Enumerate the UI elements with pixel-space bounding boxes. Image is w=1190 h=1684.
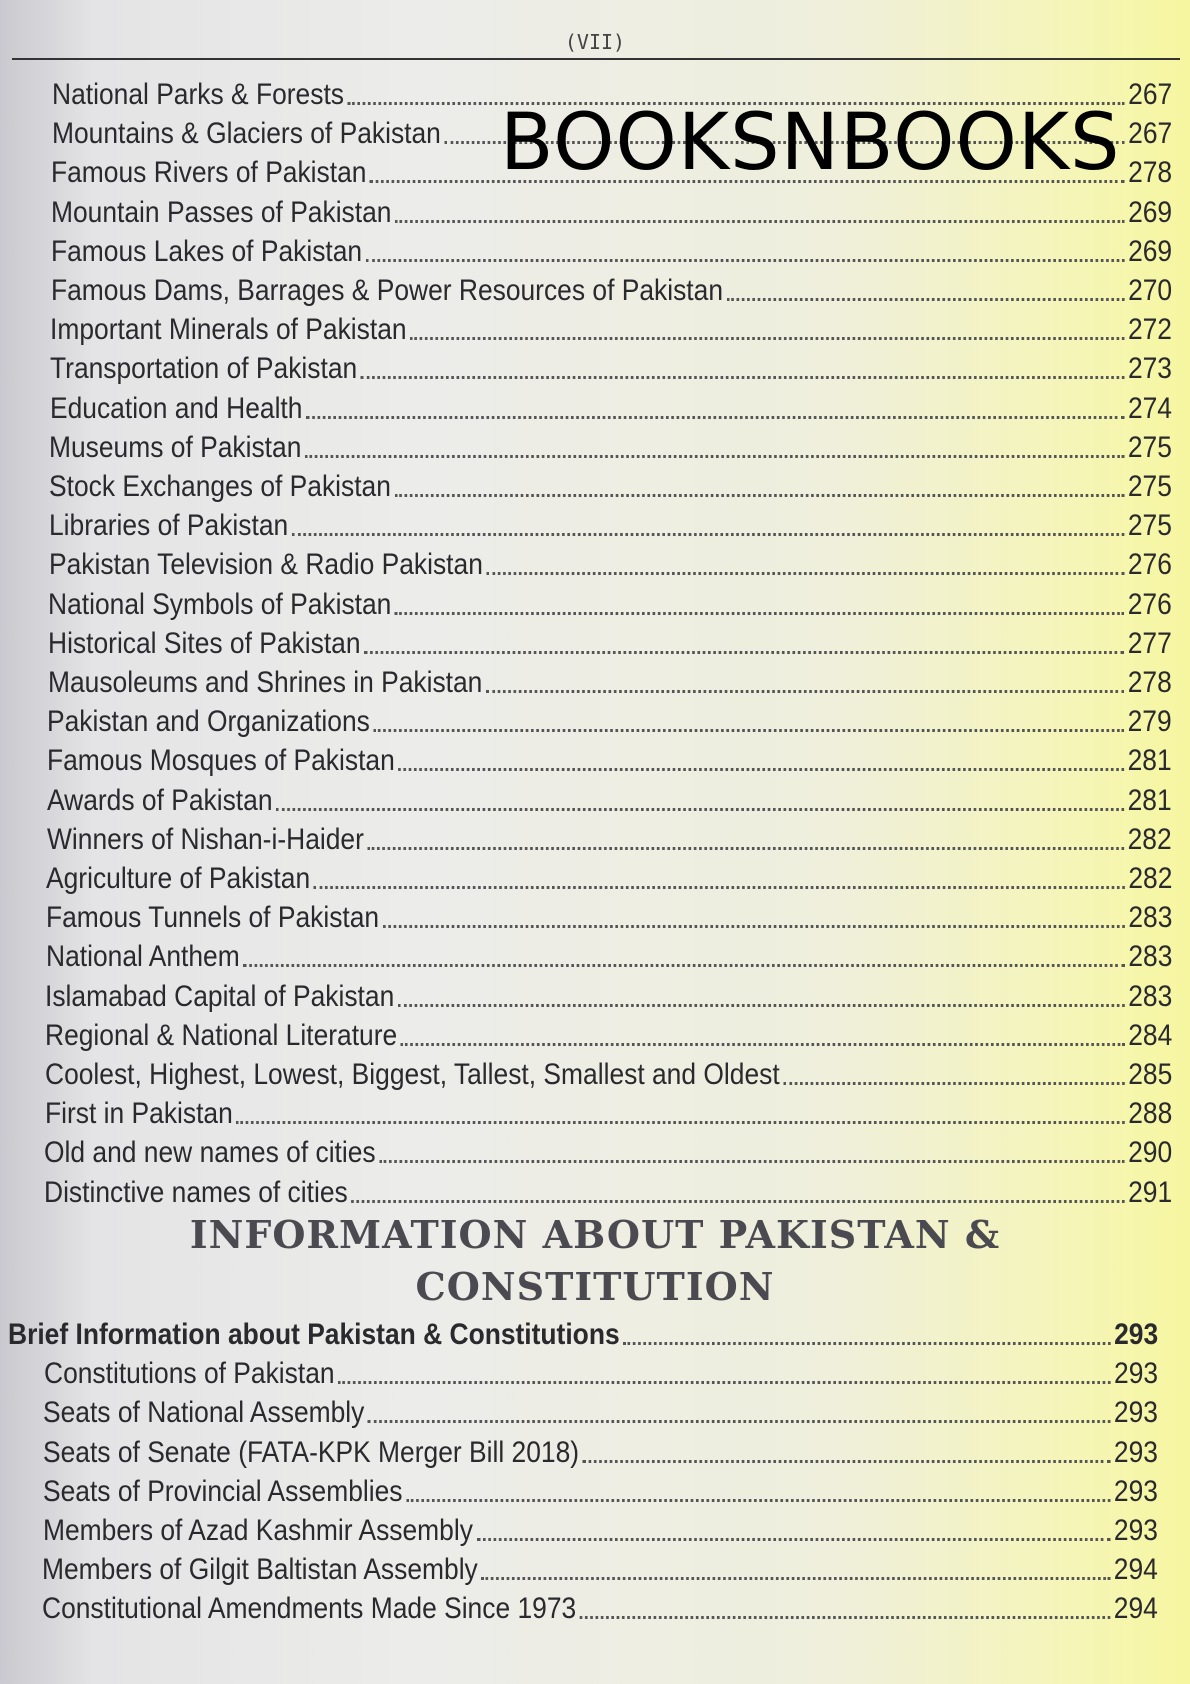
toc-entry	[46, 860, 1172, 898]
toc-entry-page: 293	[1113, 1475, 1158, 1508]
dot-leader	[373, 729, 1124, 732]
toc-entry-title: Old and new names of cities	[44, 1136, 376, 1169]
toc-entry	[49, 546, 1172, 584]
toc-entry-title: Awards of Pakistan	[47, 784, 273, 817]
toc-entry	[45, 1017, 1172, 1055]
dot-leader	[486, 572, 1124, 575]
dot-leader	[276, 808, 1124, 811]
toc-entry-page: 294	[1113, 1553, 1158, 1586]
dot-leader	[476, 1538, 1110, 1541]
toc-entry-title: Pakistan and Organizations	[47, 705, 370, 738]
toc-entry-page: 270	[1128, 274, 1173, 307]
toc-entry-title: Mountain Passes of Pakistan	[51, 196, 392, 229]
toc-entry-page: 293	[1113, 1396, 1158, 1429]
toc-entry	[48, 664, 1172, 702]
toc-entry-page: 267	[1128, 78, 1173, 111]
header-rule	[12, 58, 1180, 60]
dot-leader	[364, 651, 1124, 654]
dot-leader	[583, 1460, 1111, 1463]
toc-entry-page: 281	[1127, 744, 1172, 777]
toc-entry-page: 274	[1127, 392, 1172, 425]
toc-entry-page: 275	[1127, 470, 1172, 503]
dot-leader	[398, 1004, 1125, 1007]
toc-entry-page: 278	[1127, 666, 1172, 699]
toc-entry-title: Famous Tunnels of Pakistan	[46, 901, 380, 934]
toc-entry-title: Seats of National Assembly	[43, 1396, 365, 1429]
toc-entry	[47, 821, 1172, 859]
section-heading-line2: CONSTITUTION	[415, 1264, 775, 1309]
dot-leader	[394, 494, 1124, 497]
watermark: BOOKSNBOOKS	[500, 98, 1121, 188]
toc-entry	[49, 429, 1172, 467]
toc-entry-page: 294	[1113, 1592, 1158, 1625]
toc-entry-title: Stock Exchanges of Pakistan	[49, 470, 391, 503]
toc-entry-title: Famous Mosques of Pakistan	[47, 744, 395, 777]
toc-entry	[43, 1473, 1158, 1511]
dot-leader	[623, 1342, 1110, 1345]
toc-entry-title: Museums of Pakistan	[49, 431, 302, 464]
toc-entry	[47, 782, 1172, 820]
toc-entry-page: 284	[1128, 1019, 1173, 1052]
toc-entry-page: 290	[1128, 1136, 1173, 1169]
toc-entry-title: Winners of Nishan-i-Haider	[47, 823, 364, 856]
toc-entry-title: Famous Rivers of Pakistan	[51, 156, 367, 189]
dot-leader	[379, 1160, 1124, 1163]
dot-leader	[314, 886, 1125, 889]
toc-entry-title: National Anthem	[46, 940, 240, 973]
toc-entry-page: 276	[1127, 548, 1172, 581]
toc-entry	[50, 390, 1172, 428]
dot-leader	[236, 1121, 1124, 1124]
toc-entry-page: 282	[1127, 823, 1172, 856]
dot-leader	[366, 259, 1125, 262]
toc-entry-page: 282	[1128, 862, 1173, 895]
toc-entry-title: Historical Sites of Pakistan	[48, 627, 361, 660]
dot-leader	[338, 1381, 1110, 1384]
toc-entry-title: Famous Dams, Barrages & Power Resources of Pakistan	[51, 274, 724, 307]
dot-leader	[243, 964, 1125, 967]
toc-entry-title: Islamabad Capital of Pakistan	[45, 980, 395, 1013]
dot-leader	[368, 1420, 1111, 1423]
toc-entry-title: Constitutions of Pakistan	[44, 1357, 335, 1390]
toc-entry-title: Pakistan Television & Radio Pakistan	[49, 548, 483, 581]
toc-entry-title: Agriculture of Pakistan	[46, 862, 311, 895]
dot-leader	[351, 1200, 1124, 1203]
dot-leader	[580, 1616, 1111, 1619]
toc-entry	[47, 703, 1172, 741]
toc-entry	[45, 978, 1172, 1016]
section-heading-line1: INFORMATION ABOUT PAKISTAN &	[189, 1212, 1001, 1257]
toc-entry-title: Mountains & Glaciers of Pakistan	[52, 117, 441, 150]
toc-entry-page: 272	[1127, 313, 1172, 346]
toc-entry	[44, 1174, 1172, 1212]
dot-leader	[292, 533, 1125, 536]
toc-entry-title: Important Minerals of Pakistan	[50, 313, 407, 346]
toc-entry	[44, 1355, 1158, 1393]
toc-entry	[45, 1095, 1172, 1133]
toc-entry-title: First in Pakistan	[45, 1097, 233, 1130]
toc-entry	[43, 1434, 1158, 1472]
toc-entry-page: 285	[1128, 1058, 1173, 1091]
toc-entry	[51, 233, 1172, 271]
toc-entry-page: 275	[1127, 431, 1172, 464]
dot-leader	[410, 337, 1124, 340]
toc-entry-title: Members of Gilgit Baltistan Assembly	[42, 1553, 478, 1586]
toc-entry	[45, 1056, 1172, 1094]
dot-leader	[361, 376, 1125, 379]
toc-entry-title: National Parks & Forests	[52, 78, 344, 111]
toc-entry-page: 277	[1127, 627, 1172, 660]
toc-entry-page: 281	[1127, 784, 1172, 817]
toc-entry-page: 283	[1128, 940, 1173, 973]
toc-entry-page: 293	[1114, 1318, 1159, 1351]
toc-entry	[48, 586, 1172, 624]
toc-entry-title: Brief Information about Pakistan & Constitutions	[8, 1318, 620, 1351]
page-number: (VII)	[564, 30, 626, 54]
toc-entry-title: Coolest, Highest, Lowest, Biggest, Tallest, Smallest and Oldest	[45, 1058, 780, 1091]
toc-entry-page: 293	[1113, 1514, 1158, 1547]
toc-entry-page: 273	[1127, 352, 1172, 385]
toc-entry	[51, 194, 1172, 232]
toc-entry	[46, 899, 1172, 937]
toc-entry-page: 278	[1128, 156, 1173, 189]
toc-entry-page: 293	[1113, 1436, 1158, 1469]
dot-leader	[383, 925, 1125, 928]
toc-entry-title: Seats of Provincial Assemblies	[43, 1475, 403, 1508]
toc-entry-title: Education and Health	[50, 392, 303, 425]
toc-entry	[42, 1551, 1158, 1589]
toc-entry-title: Constitutional Amendments Made Since 1973	[42, 1592, 577, 1625]
toc-entry-page: 275	[1127, 509, 1172, 542]
toc-entry-title: Distinctive names of cities	[44, 1176, 348, 1209]
dot-leader	[395, 220, 1125, 223]
dot-leader	[727, 298, 1125, 301]
toc-entry	[8, 1316, 1158, 1354]
toc-entry-page: 269	[1128, 235, 1173, 268]
toc-entry-title: Libraries of Pakistan	[49, 509, 289, 542]
toc-entry-page: 283	[1128, 980, 1173, 1013]
toc-entry	[50, 311, 1172, 349]
toc-entry	[51, 272, 1172, 310]
toc-entry	[49, 468, 1172, 506]
toc-entry-title: Seats of Senate (FATA-KPK Merger Bill 2018)	[43, 1436, 580, 1469]
dot-leader	[398, 768, 1124, 771]
toc-entry-title: Regional & National Literature	[45, 1019, 398, 1052]
toc-entry-page: 269	[1128, 196, 1173, 229]
toc-entry-title: Mausoleums and Shrines in Pakistan	[48, 666, 483, 699]
dot-leader	[481, 1577, 1110, 1580]
toc-entry-title: Famous Lakes of Pakistan	[51, 235, 363, 268]
toc-entry	[44, 1134, 1172, 1172]
dot-leader	[486, 690, 1124, 693]
toc-entry-page: 279	[1127, 705, 1172, 738]
dot-leader	[406, 1499, 1110, 1502]
toc-entry-page: 291	[1128, 1176, 1173, 1209]
toc-entry	[47, 742, 1172, 780]
toc-entry-page: 288	[1128, 1097, 1173, 1130]
dot-leader	[783, 1082, 1125, 1085]
toc-entry-title: Members of Azad Kashmir Assembly	[43, 1514, 473, 1547]
toc-entry	[43, 1512, 1158, 1550]
dot-leader	[305, 455, 1124, 458]
dot-leader	[306, 416, 1124, 419]
toc-entry	[43, 1394, 1158, 1432]
toc-entry-page: 267	[1128, 117, 1173, 150]
toc-entry-title: National Symbols of Pakistan	[48, 588, 392, 621]
toc-entry	[46, 938, 1172, 976]
toc-entry	[48, 625, 1172, 663]
toc-entry-page: 283	[1128, 901, 1173, 934]
toc-entry-title: Transportation of Pakistan	[50, 352, 358, 385]
dot-leader	[367, 847, 1124, 850]
toc-entry	[49, 507, 1172, 545]
dot-leader	[401, 1043, 1125, 1046]
toc-entry	[42, 1590, 1158, 1628]
toc-entry	[50, 350, 1172, 388]
toc-entry-page: 293	[1114, 1357, 1159, 1390]
dot-leader	[395, 612, 1124, 615]
toc-entry-page: 276	[1127, 588, 1172, 621]
